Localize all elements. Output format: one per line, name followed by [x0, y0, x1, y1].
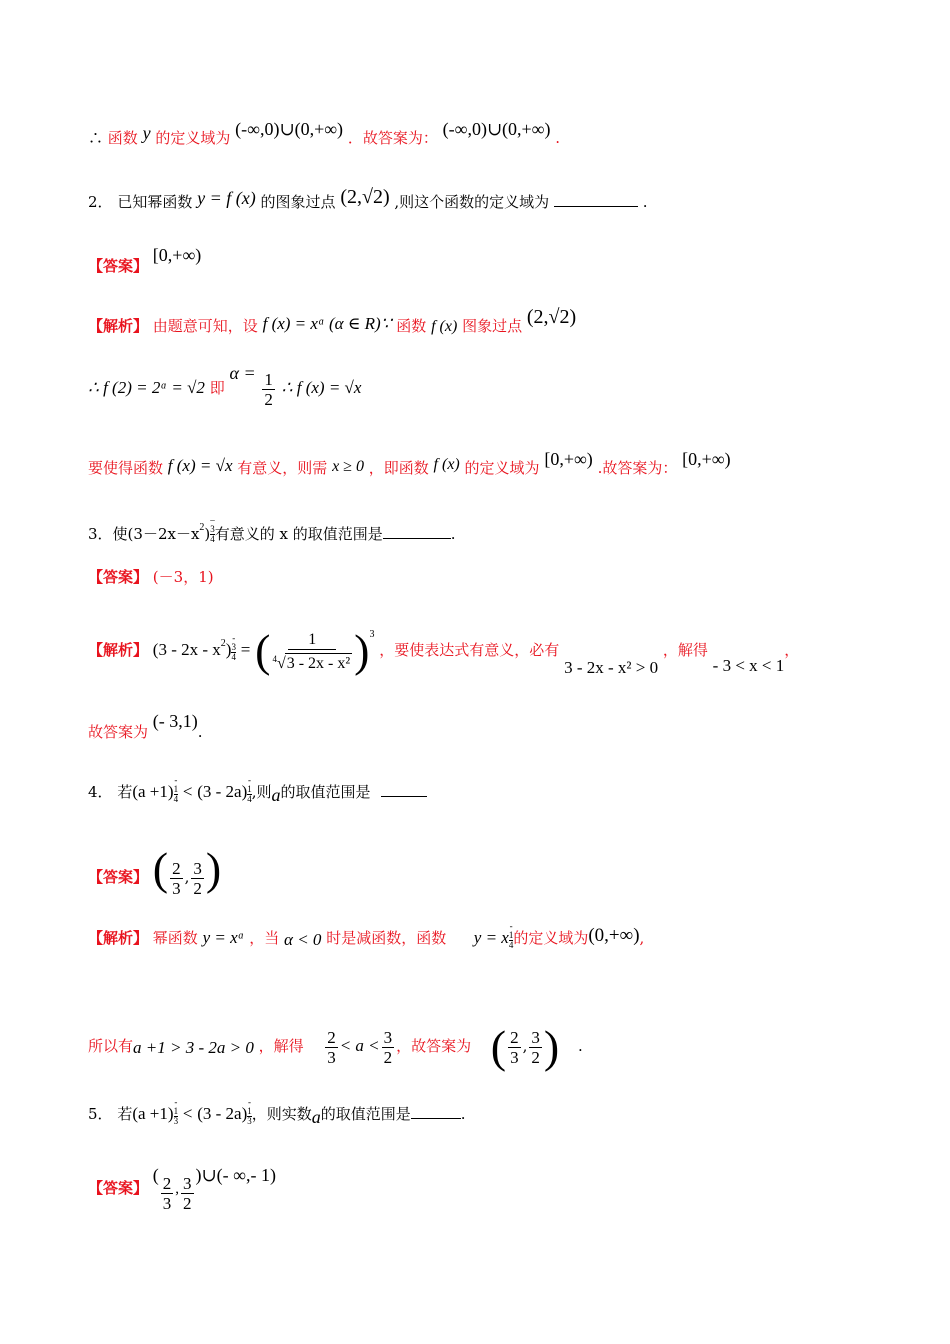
- exponent-fraction: - 1 3: [173, 1097, 179, 1126]
- fraction-numerator: 3: [210, 524, 215, 534]
- text: 的取值范围是: [320, 1105, 411, 1123]
- math-paren: (: [152, 1165, 159, 1185]
- math-interval: (- 3,1): [152, 711, 198, 731]
- math-domain: [0,+∞): [544, 449, 593, 469]
- fraction-numerator: 3: [531, 1027, 540, 1047]
- exponent-fraction: - 3 4: [231, 633, 236, 662]
- answer-blank: [381, 782, 427, 797]
- question-3: [88, 516, 456, 545]
- text: ，即函数: [368, 459, 429, 477]
- fraction-numerator: 3: [231, 642, 236, 652]
- less-than: <: [182, 782, 193, 801]
- text: 的定义域为: [155, 129, 231, 147]
- text: ，解得: [258, 1037, 304, 1055]
- fraction-numerator: 2: [162, 1174, 172, 1193]
- right-paren: ): [354, 625, 370, 676]
- text: .故答案为：: [597, 459, 678, 477]
- fraction-denominator: 4: [247, 794, 252, 804]
- exponent: 2: [220, 638, 226, 649]
- text: .: [555, 129, 561, 147]
- fraction-denominator: 4: [210, 534, 215, 544]
- text: .: [197, 723, 203, 741]
- left-paren: (: [152, 843, 169, 894]
- question-number: 5．: [88, 1105, 113, 1123]
- math-domain: [0,+∞): [682, 449, 731, 469]
- math-expression: (3 - 2a): [197, 782, 248, 801]
- math-function: y = f (x): [197, 188, 256, 208]
- fraction-denominator: 3: [327, 1047, 336, 1067]
- math-condition: x ≥ 0: [332, 458, 364, 475]
- text: 的定义域为: [464, 459, 540, 477]
- text: ．故答案为：: [347, 129, 438, 147]
- exponent-fraction: – 3 4: [210, 515, 215, 544]
- solution-tag: 【解析】: [88, 929, 149, 947]
- fraction-denominator: 2: [193, 878, 202, 898]
- text: 的取值范围是: [280, 783, 371, 801]
- text: 若: [117, 1105, 133, 1123]
- answer-tag: 【答案】: [88, 568, 149, 586]
- math-expression: (3 - 2a): [197, 1104, 248, 1123]
- text: 图象过点: [462, 317, 523, 335]
- solution-3: [88, 624, 799, 679]
- math-point: (2,√2): [526, 306, 577, 328]
- math-y: y: [142, 123, 151, 143]
- math-equation: ∴ f (x) = √x: [281, 378, 362, 397]
- text: ，当: [249, 929, 280, 947]
- text: ,: [639, 929, 645, 947]
- fraction-denominator: 3: [510, 1047, 519, 1067]
- fraction-numerator: 1: [173, 1106, 179, 1116]
- fraction-denominator: 2: [383, 1047, 393, 1067]
- fraction-denominator: 2: [264, 389, 273, 409]
- fraction-denominator: $^4$√3 - 2x - x²: [272, 653, 351, 672]
- question-number: 2．: [88, 193, 113, 211]
- text: .: [460, 1105, 466, 1123]
- text: .: [450, 525, 456, 543]
- fraction-root: [272, 630, 352, 673]
- fraction-numerator: 1: [288, 630, 336, 650]
- fraction-numerator: 1: [247, 1106, 252, 1116]
- text: 已知幂函数: [117, 193, 193, 211]
- text: ，要使表达式有意义，必有: [379, 641, 560, 659]
- math-expression: (a +1): [132, 1104, 174, 1123]
- fraction: [191, 859, 204, 898]
- text: 的图象过点: [260, 193, 336, 211]
- fraction-numerator: 3: [383, 1027, 393, 1047]
- question-2: [88, 186, 648, 213]
- answer-2: [88, 244, 201, 277]
- text: 所以有: [88, 1037, 134, 1055]
- equals-sign: =: [240, 640, 251, 659]
- fraction: [529, 1028, 542, 1067]
- text: 有意义的 x 的取值范围是: [214, 525, 383, 543]
- text: ,则: [251, 783, 272, 801]
- text: 有意义，则需: [237, 459, 328, 477]
- math-solution: - 3 < x < 1: [712, 656, 785, 675]
- fraction-denominator: 3: [247, 1116, 252, 1126]
- answer-blank: [554, 192, 638, 207]
- text: 幂函数: [152, 929, 198, 947]
- math-condition: a +1 > 3 - 2a > 0: [133, 1038, 254, 1057]
- math-domain: (0,+∞): [588, 925, 640, 946]
- text: ，则实数: [251, 1105, 312, 1123]
- fraction: [161, 1174, 174, 1213]
- solution-1-conclusion: [88, 118, 560, 149]
- fraction-numerator: 1: [264, 369, 273, 389]
- text: 要使得函数: [88, 459, 164, 477]
- math-function: f (x) = √x: [167, 456, 233, 475]
- exponent: 3: [369, 629, 375, 640]
- fraction-denominator: 4: [508, 940, 514, 950]
- text: .: [642, 193, 648, 211]
- fraction: [325, 1028, 338, 1067]
- fraction-denominator: 2: [183, 1194, 192, 1213]
- radicand: 3 - 2x - x²: [286, 654, 351, 672]
- fraction-numerator: 2: [510, 1027, 519, 1047]
- comma: ,: [175, 1181, 180, 1197]
- math-inequality: < a <: [339, 1036, 380, 1055]
- text: 函数: [107, 129, 138, 147]
- text: 若: [117, 783, 133, 801]
- math-a: a: [311, 1107, 321, 1127]
- answer-tag: 【答案】: [88, 1179, 149, 1197]
- exponent-fraction: - 1 3: [247, 1097, 252, 1126]
- fraction-numerator: 1: [247, 784, 252, 794]
- text: 的定义域为: [513, 929, 589, 947]
- math-point: (2,√2): [340, 186, 390, 208]
- math-domain: (-∞,0)∪(0,+∞): [235, 119, 344, 139]
- fraction-one-half: [262, 370, 275, 409]
- text: ，: [784, 641, 800, 659]
- math-equation: y = x: [473, 928, 509, 947]
- fraction-denominator: 3: [162, 1194, 172, 1213]
- text: 时是减函数，函数: [326, 929, 447, 947]
- text: 即: [209, 379, 225, 397]
- text: 函数: [396, 317, 427, 335]
- answer-5: [88, 1164, 276, 1213]
- answer-tag: 【答案】: [88, 257, 149, 275]
- answer-blank: [383, 524, 451, 539]
- answer-blank: [411, 1104, 461, 1119]
- fraction-numerator: 3: [183, 1174, 192, 1193]
- answer-4: 【答案】 ( $\frac{2}{3}$ , $\frac{3}{2}$ ): [88, 843, 222, 898]
- exponent-fraction: - 1 4: [508, 921, 514, 950]
- question-number: 3．: [88, 525, 113, 543]
- fraction-numerator: 3: [193, 858, 202, 878]
- math-condition: α < 0: [284, 930, 322, 949]
- solution-2-domain: [88, 448, 731, 479]
- fraction-denominator: 2: [531, 1047, 540, 1067]
- right-paren: ): [543, 1021, 560, 1072]
- math-equation: y = xᵅ: [202, 928, 245, 947]
- math-expression: ): [225, 640, 232, 659]
- question-5: [88, 1098, 466, 1128]
- exponent-fraction: - 1 4: [247, 775, 252, 804]
- solution-4-conclusion: 所以有a +1 > 3 - 2a > 0 ，解得 $\frac{2}{3}$ < a < $\frac{3}{2}$ ，故答案为 ( $\frac{2}{3}$ , $\frac{3}{2}$ ) .: [88, 1021, 583, 1072]
- math-equation: ∴ f (2) = 2ᵅ = √2: [88, 378, 205, 397]
- fraction: [508, 1028, 521, 1067]
- fraction-denominator: 3: [172, 878, 181, 898]
- math-domain: (-∞,0)∪(0,+∞): [442, 119, 551, 139]
- solution-4: [88, 922, 644, 951]
- math-alpha: α =: [229, 363, 256, 383]
- fraction-denominator: 4: [231, 652, 236, 662]
- fraction: [382, 1028, 395, 1067]
- fraction-numerator: 1: [508, 930, 514, 940]
- math-interval: )∪(- ∞,- 1): [195, 1165, 276, 1185]
- fraction: [181, 1174, 194, 1213]
- text: ，解得: [662, 641, 708, 659]
- solution-2: [88, 306, 576, 338]
- answer-value: [0,+∞): [152, 245, 202, 265]
- text: .: [577, 1037, 583, 1055]
- solution-tag: 【解析】: [88, 317, 149, 335]
- math-function: f (x): [431, 318, 458, 335]
- math-function: f (x): [433, 456, 460, 473]
- math-a: a: [271, 785, 281, 805]
- solution-tag: 【解析】: [88, 641, 149, 659]
- solution-3-answer: [88, 710, 203, 743]
- exponent: 2: [199, 522, 205, 533]
- right-paren: ): [205, 843, 222, 894]
- text: 故答案为: [88, 723, 149, 741]
- text: 由题意可知，设: [152, 317, 258, 335]
- question-4: [88, 776, 427, 806]
- left-paren: (: [255, 625, 271, 676]
- fraction-numerator: 1: [173, 784, 179, 794]
- fraction-numerator: 2: [172, 858, 181, 878]
- less-than: <: [182, 1104, 193, 1123]
- therefore-symbol: ∴: [88, 129, 104, 147]
- left-paren: (: [490, 1021, 507, 1072]
- math-expression: (a +1): [132, 782, 174, 801]
- answer-3: [88, 566, 214, 588]
- math-equation: f (x) = xᵅ (α ∈ R)∵: [262, 314, 392, 333]
- solution-2-step: [88, 362, 361, 409]
- math-expression: ): [204, 525, 211, 543]
- math-condition: 3 - 2x - x² > 0: [564, 658, 659, 677]
- answer-value: (－3，1): [152, 568, 214, 586]
- fraction-numerator: 2: [327, 1027, 336, 1047]
- root-index: 4: [272, 653, 277, 664]
- text: ,则这个函数的定义域为: [394, 193, 550, 211]
- fraction-denominator: 3: [173, 1116, 179, 1126]
- text: ，故答案为: [396, 1037, 472, 1055]
- answer-tag: 【答案】: [88, 868, 149, 886]
- math-expression: 使(3－2x－x: [112, 525, 200, 543]
- fraction-denominator: 4: [173, 794, 179, 804]
- math-expression: (3 - 2x - x: [152, 640, 221, 659]
- exponent-fraction: - 1 4: [173, 775, 179, 804]
- question-number: 4．: [88, 783, 113, 801]
- fraction: [170, 859, 183, 898]
